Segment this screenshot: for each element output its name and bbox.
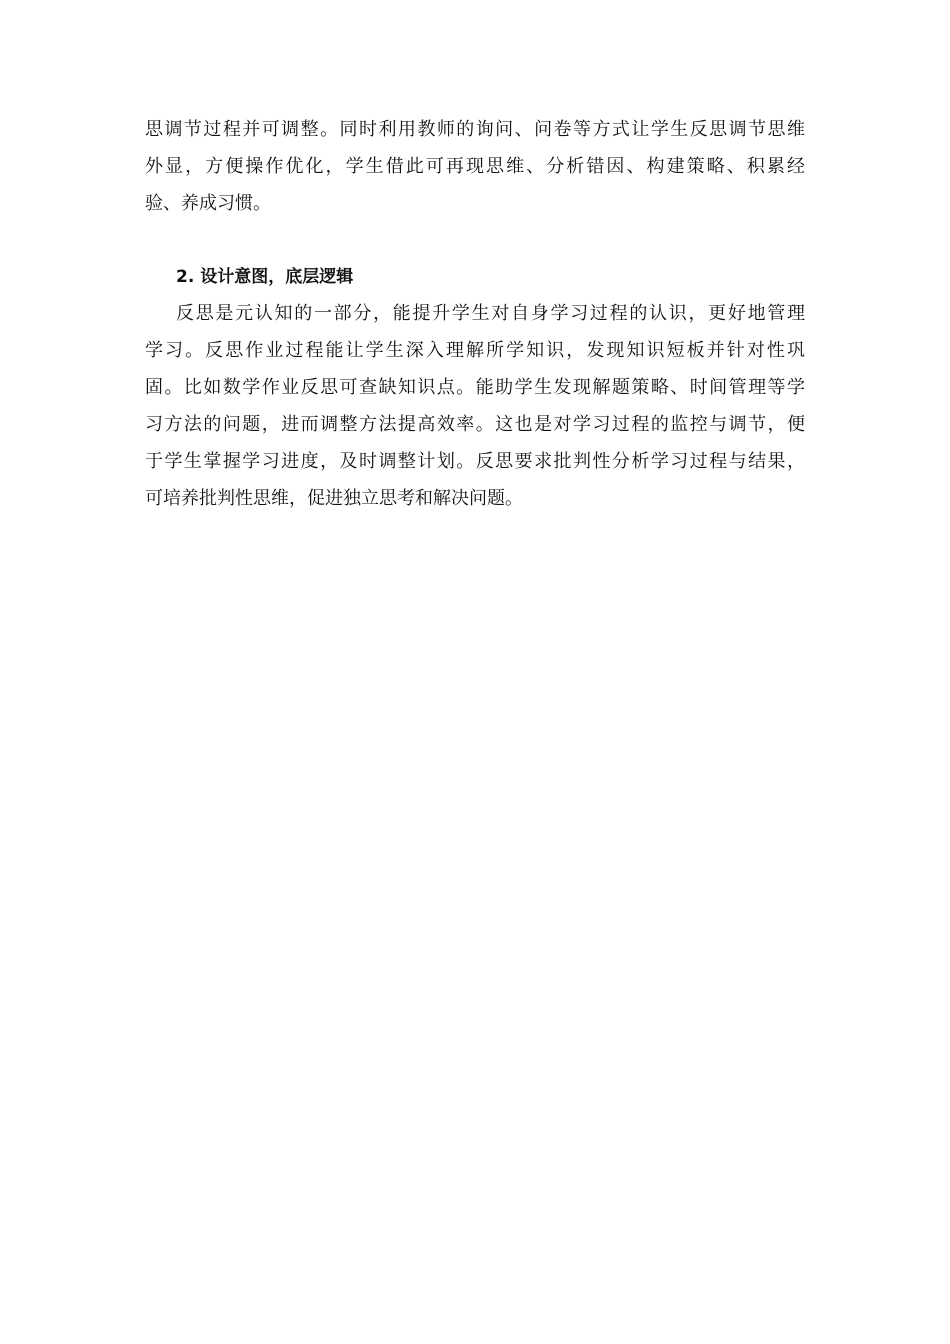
section-2-line-6: 可培养批判性思维，促进独立思考和解决问题。 [145, 488, 523, 509]
section-2-line-1: 反思是元认知的一部分，能提升学生对自身学习过程的认识，更好地管理 [176, 303, 805, 324]
section-2-heading: 2. 设计意图，底层逻辑 [176, 267, 354, 287]
section-2-line-4: 习方法的问题，进而调整方法提高效率。这也是对学习过程的监控与调节，便 [145, 414, 805, 435]
section-2-line-3: 固。比如数学作业反思可查缺知识点。能助学生发现解题策略、时间管理等学 [145, 377, 805, 398]
section-2-line-5: 于学生掌握学习进度，及时调整计划。反思要求批判性分析学习过程与结果， [145, 451, 805, 472]
paragraph-1-line-2: 外显，方便操作优化，学生借此可再现思维、分析错因、构建策略、积累经 [145, 156, 805, 177]
section-2-line-2: 学习。反思作业过程能让学生深入理解所学知识，发现知识短板并针对性巩 [145, 340, 805, 361]
paragraph-1-line-3: 验、养成习惯。 [145, 193, 271, 214]
paragraph-1-line-1: 思调节过程并可调整。同时利用教师的询问、问卷等方式让学生反思调节思维 [145, 119, 805, 140]
